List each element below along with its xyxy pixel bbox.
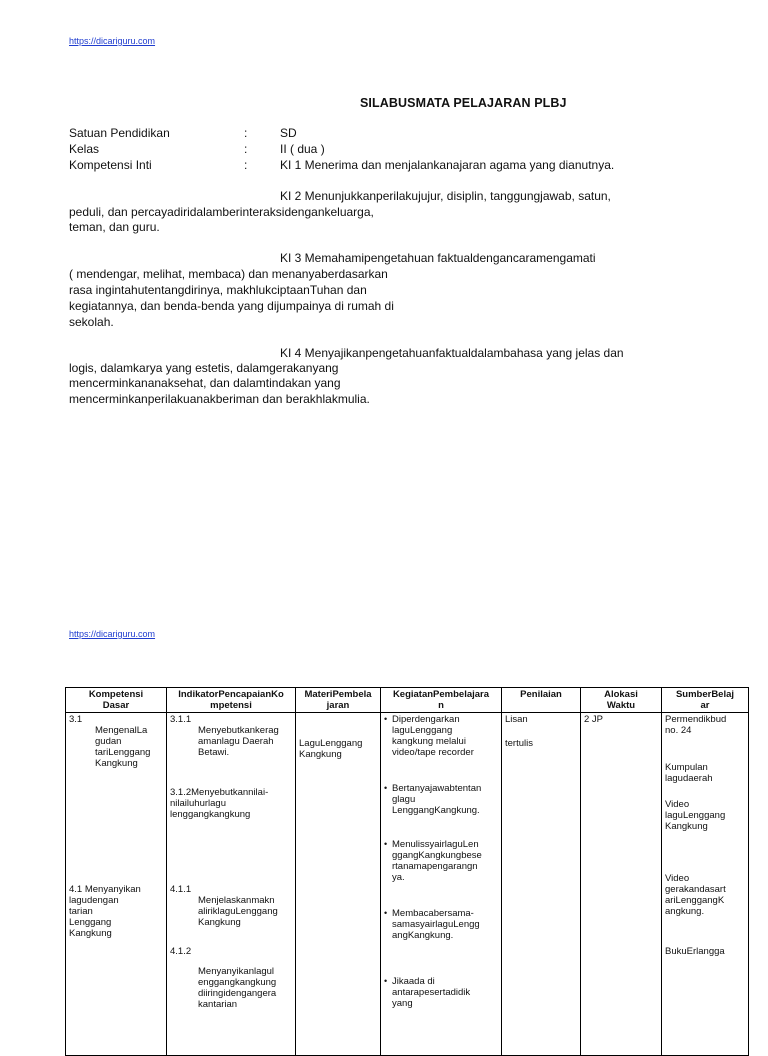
ki3-line: sekolah. (69, 315, 114, 329)
ki-label: Kompetensi Inti (69, 158, 152, 172)
kelas-value: II ( dua ) (280, 142, 325, 156)
ki3-line: ( mendengar, melihat, membaca) dan menanyaberdasarkan (69, 267, 388, 281)
col-header-sumber: SumberBelaj ar (662, 688, 749, 713)
list-item: • MenulissyairlaguLen ggangKangkungbese rtanamapengarangn ya. (384, 839, 482, 883)
col-header-materi: MateriPembela jaran (296, 688, 381, 713)
syllabus-table (65, 687, 749, 1056)
cell-kompetensi-dasar: 3.1 MengenalLa gudan tariLenggang Kangkung 4.1 Menyanyikan lagudengan tarian Lenggang Kangkung (66, 713, 167, 1056)
col-header-indikator: IndikatorPencapaianKo mpetensi (167, 688, 296, 713)
source-link-top[interactable]: https://dicariguru.com (69, 36, 156, 46)
ki-colon: : (244, 158, 248, 172)
document-title: SILABUSMATA PELAJARAN PLBJ (360, 96, 567, 110)
source-link-middle[interactable]: https://dicariguru.com (69, 629, 156, 639)
ki4-line: mencerminkanperilakuanakberiman dan berakhlakmulia. (69, 392, 370, 406)
cell-alokasi: 2 JP (581, 713, 662, 1056)
ki4-line: mencerminkananaksehat, dan dalamtindakan yang (69, 376, 341, 390)
kd-number: 3.1 (69, 714, 83, 725)
ki1-text: KI 1 Menerima dan menjalankanajaran agama yang dianutnya. (280, 158, 615, 172)
list-item: • Bertanyajawabtentan glagu LenggangKangkung. (384, 783, 482, 816)
col-header-alokasi: Alokasi Waktu (581, 688, 662, 713)
ki4-first-line: KI 4 Menyajikanpengetahuanfaktualdalambahasa yang jelas dan (280, 346, 624, 360)
cell-kegiatan (381, 713, 502, 1056)
ki2-first-line: KI 2 Menunjukkanperilakujujur, disiplin, tanggungjawab, satun, (280, 189, 611, 203)
list-item: • Membacabersama- samasyairlaguLengg angKangkung. (384, 908, 480, 941)
kd-4-1: 4.1 Menyanyikan lagudengan tarian Lenggang Kangkung (69, 884, 141, 939)
ki4-line: logis, dalamkarya yang estetis, dalamgerakanyang (69, 361, 339, 375)
satuan-colon: : (244, 126, 248, 140)
ki3-line: kegiatannya, dan benda-benda yang dijumpainya di rumah di (69, 299, 394, 313)
kelas-label: Kelas (69, 142, 100, 156)
table-row (66, 713, 749, 1056)
ki3-first-line: KI 3 Memahamipengetahuan faktualdengancaramengamati (280, 251, 596, 265)
list-item: • Jikaada di antarapesertadidik yang (384, 976, 471, 1009)
table-header-row (66, 688, 749, 713)
satuan-label: Satuan Pendidikan (69, 126, 170, 140)
list-item: • Diperdengarkan laguLenggang kangkung melalui video/tape recorder (384, 714, 474, 758)
col-header-penilaian: Penilaian (502, 688, 581, 713)
cell-indikator: 3.1.1 Menyebutkankerag amanlagu Daerah Betawi. 3.1.2Menyebutkannilai- nilailuhurlagu lenggangkangkung 4.1.1 Menjelaskanmakn aliriklaguLenggang Kangkung 4.1.2 Menyanyikanlagul enggangkangkung diiringidengangera kantarian (167, 713, 296, 1056)
ki2-line: teman, dan guru. (69, 220, 160, 234)
cell-materi: LaguLenggang Kangkung (296, 713, 381, 1056)
ki3-line: rasa ingintahutentangdirinya, makhlukciptaanTuhan dan (69, 283, 367, 297)
col-header-kegiatan: KegiatanPembelajara n (381, 688, 502, 713)
satuan-value: SD (280, 126, 297, 140)
cell-penilaian: Lisan tertulis (502, 713, 581, 1056)
cell-sumber: Permendikbud no. 24 Kumpulan lagudaerah Video laguLenggang Kangkung Video gerakandasart ariLenggangK angkung. BukuErlangga (662, 713, 749, 1056)
kelas-colon: : (244, 142, 248, 156)
col-header-kompetensi-dasar: Kompetensi Dasar (66, 688, 167, 713)
ki2-line: peduli, dan percayadiridalamberinteraksidengankeluarga, (69, 205, 374, 219)
